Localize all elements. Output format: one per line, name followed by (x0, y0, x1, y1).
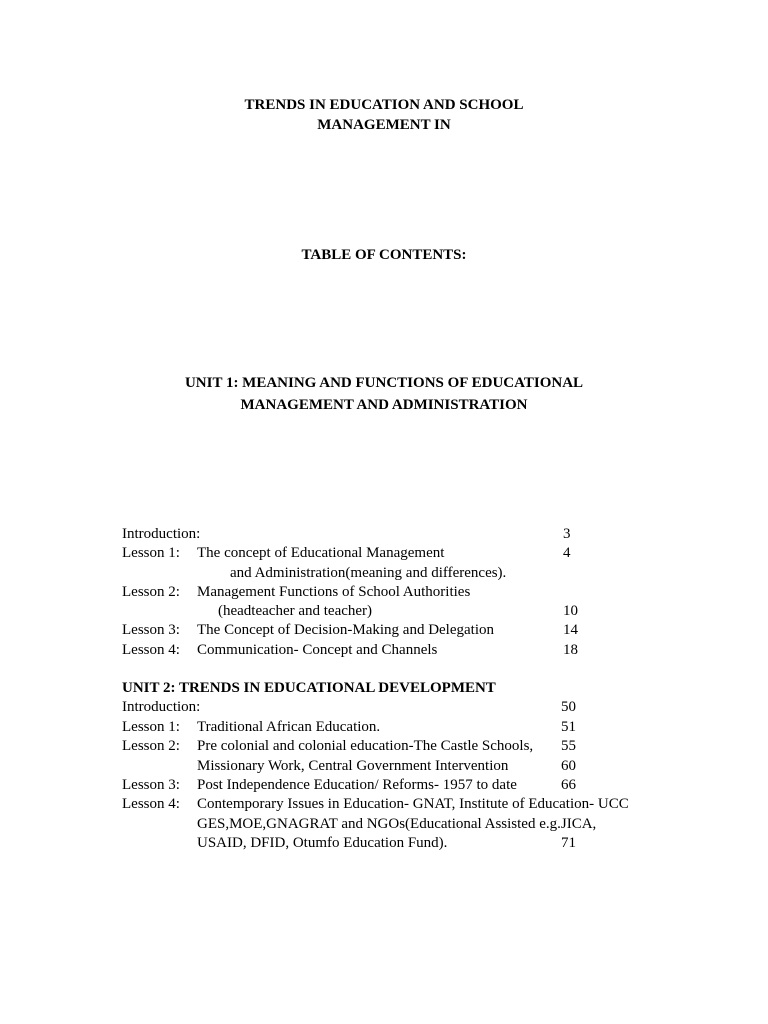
unit1-lesson4-page: 18 (563, 642, 578, 658)
unit1-lesson3-page: 14 (563, 622, 578, 638)
unit2-lesson2-title-cont: Missionary Work, Central Government Intervention (197, 758, 509, 774)
unit2-lesson2-title: Pre colonial and colonial education-The Castle Schools, (197, 738, 534, 754)
unit2-lesson1-label: Lesson 1: (122, 719, 180, 735)
unit1-heading-line-2: MANAGEMENT AND ADMINISTRATION (240, 397, 528, 413)
unit1-lesson1-title-cont: and Administration(meaning and differences). (230, 565, 507, 581)
unit1-lesson3-title: The Concept of Decision-Making and Delegation (197, 622, 494, 638)
unit2-heading: UNIT 2: TRENDS IN EDUCATIONAL DEVELOPMENT (122, 680, 496, 696)
unit2-lesson3-label: Lesson 3: (122, 777, 180, 793)
unit1-heading-line-1: UNIT 1: MEANING AND FUNCTIONS OF EDUCATIONAL (184, 375, 584, 391)
unit2-lesson3-title: Post Independence Education/ Reforms- 1957 to date (197, 777, 517, 793)
unit2-lesson4-title-cont-2: USAID, DFID, Otumfo Education Fund). (197, 835, 448, 851)
unit2-lesson4-label: Lesson 4: (122, 796, 180, 812)
unit2-lesson3-page: 66 (561, 777, 576, 793)
unit2-lesson1-page: 51 (561, 719, 576, 735)
unit1-lesson1-title: The concept of Educational Management (197, 545, 445, 561)
unit2-lesson4-title-cont: GES,MOE,GNAGRAT and NGOs(Educational Assisted e.g.JICA, (197, 816, 597, 832)
unit2-lesson2-page-cont: 60 (561, 758, 576, 774)
unit1-lesson2-title: Management Functions of School Authorities (197, 584, 471, 600)
unit2-lesson1-title: Traditional African Education. (197, 719, 381, 735)
unit2-intro-page: 50 (561, 699, 576, 715)
unit1-lesson2-page: 10 (563, 603, 578, 619)
unit2-lesson4-title: Contemporary Issues in Education- GNAT, Institute of Education- UCC (197, 796, 629, 812)
unit2-lesson2-label: Lesson 2: (122, 738, 180, 754)
unit2-intro-label: Introduction: (122, 699, 201, 715)
unit1-intro-page: 3 (563, 526, 571, 542)
toc-heading: TABLE OF CONTENTS: (301, 247, 467, 263)
unit1-lesson2-title-cont: (headteacher and teacher) (218, 603, 373, 619)
unit1-lesson3-label: Lesson 3: (122, 622, 180, 638)
unit1-lesson4-label: Lesson 4: (122, 642, 180, 658)
unit1-lesson4-title: Communication- Concept and Channels (197, 642, 438, 658)
unit1-lesson1-page: 4 (563, 545, 571, 561)
unit1-lesson1-label: Lesson 1: (122, 545, 180, 561)
document-title-line-1: TRENDS IN EDUCATION AND SCHOOL (244, 97, 524, 113)
document-title-line-2: MANAGEMENT IN (317, 117, 451, 133)
unit1-lesson2-label: Lesson 2: (122, 584, 180, 600)
unit1-intro-label: Introduction: (122, 526, 201, 542)
unit2-lesson4-page: 71 (561, 835, 576, 851)
unit2-lesson2-page: 55 (561, 738, 576, 754)
